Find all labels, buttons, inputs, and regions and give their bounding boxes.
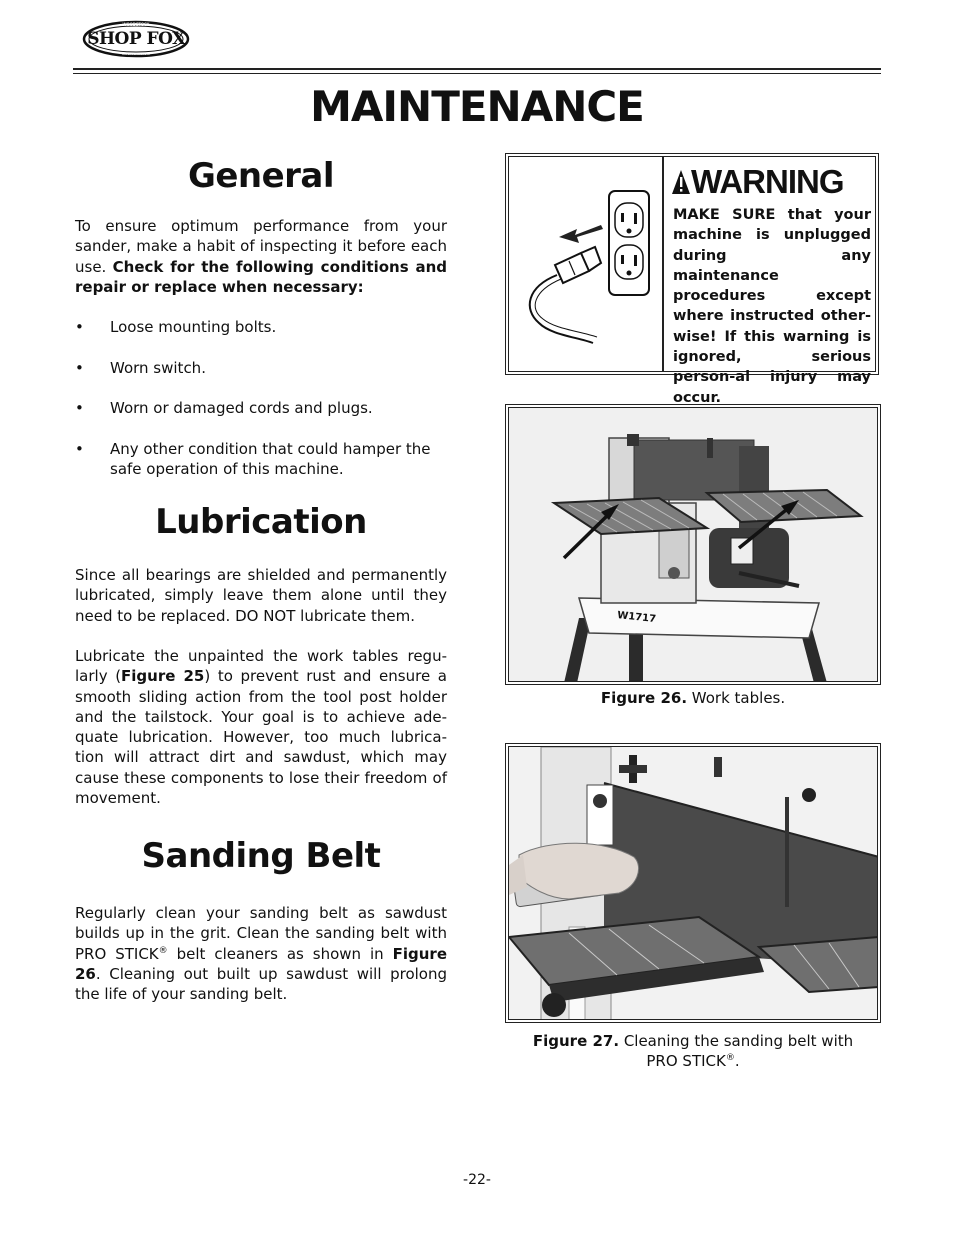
figure-27-caption-a: Cleaning the sanding belt with — [619, 1032, 854, 1050]
registered-mark: ® — [158, 945, 168, 956]
warning-divider — [662, 157, 664, 371]
sanding-belt-para-c: . Cleaning out built up sawdust will prolong the life of your sanding belt. — [75, 964, 447, 1004]
figure-27-caption — [505, 1031, 881, 1071]
logo-text: SHOP FOX — [87, 29, 185, 49]
bullet-icon: • — [75, 440, 84, 458]
general-intro-bold: Check for the following conditions and repair or replace when necessary: — [75, 257, 447, 296]
warning-triangle-icon — [671, 168, 691, 196]
bullet-icon: • — [75, 318, 84, 336]
bullet-icon: • — [75, 359, 84, 377]
general-intro — [75, 216, 447, 297]
warning-heading-text: WARNING — [691, 163, 844, 200]
machine-label: W1717 — [616, 610, 657, 626]
figure-25-ref: Figure 25 — [121, 667, 205, 686]
unplug-cord-icon — [517, 179, 657, 349]
figure-27-caption-b: PRO STICK — [646, 1052, 726, 1070]
list-item-text: Loose mounting bolts. — [110, 318, 277, 336]
figure-27-caption-end: . — [734, 1052, 740, 1070]
lubrication-para-2 — [75, 646, 447, 808]
figure-26-frame — [505, 404, 881, 685]
lubrication-para-1: Since all bearings are shielded and permanently lubricated, simply leave them alone until they need to be replaced. DO NOT lubricate them. — [75, 566, 447, 625]
warning-box — [505, 153, 879, 406]
shop-fox-logo — [82, 20, 190, 58]
list-item-text: Any other condition that could hamper the safe operation of this machine. — [110, 440, 431, 479]
sanding-belt-para — [75, 903, 447, 1004]
registered-mark: ® — [725, 1053, 735, 1063]
work-tables-photo-icon — [509, 408, 878, 682]
general-intro-text: To ensure optimum performance from your sander, make a habit of inspecting it before each use. — [75, 217, 447, 276]
lubrication-para-2-b: ) to prevent rust and ensure a smooth sliding action from the tool post holder and the tailstock. Your goal is to achieve ade-quate lubrication. However, too much lubrica-tion will attract dirt and sawdust, which may cause these components to lose their freedom of movement. — [75, 667, 447, 808]
page-title: MAINTENANCE — [310, 82, 644, 131]
list-item-text: Worn or damaged cords and plugs. — [110, 399, 373, 417]
figure-26-label: Figure 26. — [600, 689, 688, 707]
figure-27-image — [508, 746, 878, 1020]
warning-box-inner — [508, 156, 876, 406]
warning-heading — [671, 163, 877, 201]
header-rule-thin — [73, 73, 881, 74]
header-rule — [73, 68, 881, 70]
bullet-icon: • — [75, 399, 84, 417]
figure-26-caption — [505, 688, 881, 708]
page-number: -22- — [463, 1172, 491, 1188]
cleaning-belt-photo-icon — [509, 747, 878, 1020]
figure-27-label: Figure 27. — [532, 1032, 620, 1050]
lubrication-heading: Lubrication — [155, 502, 367, 542]
list-item-text: Worn switch. — [110, 359, 206, 377]
logo-arc-top: WOODSTOCK — [122, 22, 150, 27]
sanding-belt-heading: Sanding Belt — [141, 836, 381, 876]
figure-26-caption-text: Work tables. — [687, 689, 786, 707]
lubrication-para-2-a: Lubricate the unpainted the work tables regu-larly ( — [75, 647, 447, 686]
figure-26-image — [508, 407, 878, 682]
sanding-belt-para-a: Regularly clean your sanding belt as sawdust builds up in the grit. Clean the sanding belt with PRO STICK — [75, 904, 447, 963]
warning-text: MAKE SURE that your machine is unplugged during any maintenance procedures except where instructed other-wise! If this warning is ignored, serious person-al injury may occur. — [673, 207, 871, 406]
sanding-belt-para-b: belt cleaners as shown in — [167, 944, 393, 963]
general-heading: General — [187, 156, 335, 196]
figure-27-frame — [505, 743, 881, 1023]
logo-arc-bottom: INTERNATIONAL — [121, 52, 151, 56]
figure-26-ref: Figure 26 — [75, 944, 447, 983]
